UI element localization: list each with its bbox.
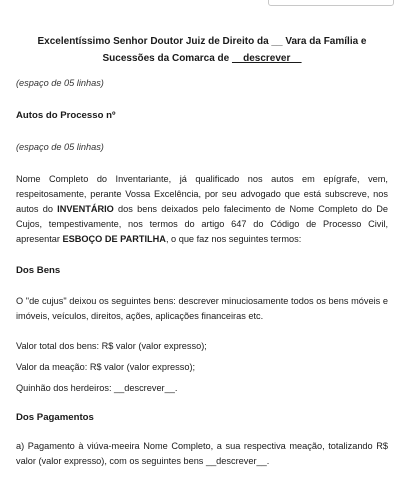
title-line-1: Excelentíssimo Senhor Doutor Juiz de Direito da __ Vara da Família e (37, 36, 367, 47)
intro-bold-inventario: INVENTÁRIO (57, 204, 114, 214)
intro-paragraph (16, 172, 388, 247)
title-line-2: Sucessões da Comarca de (102, 53, 232, 64)
valor-meacao: Valor da meação: R$ valor (valor expresso); (16, 362, 196, 372)
document-body (16, 33, 388, 469)
intro-bold-esboco: ESBOÇO DE PARTILHA (62, 234, 166, 244)
spacing-note-1: (espaço de 05 linhas) (16, 78, 104, 88)
bens-paragraph: O "de cujus" deixou os seguintes bens: descrever minuciosamente todos os bens móveis e imóveis, veículos, direitos, ações, aplicações financeiras etc. (16, 296, 388, 321)
spacing-note-2: (espaço de 05 linhas) (16, 142, 104, 152)
document-title (16, 33, 388, 67)
process-heading: Autos do Processo nº (16, 110, 116, 121)
valor-total: Valor total dos bens: R$ valor (valor expresso); (16, 341, 207, 351)
title-blank: __descrever__ (232, 53, 302, 64)
quinhao-herdeiros: Quinhão dos herdeiros: __descrever__. (16, 383, 178, 393)
search-input[interactable] (268, 0, 394, 6)
pagamento-a: a) Pagamento à viúva-meeira Nome Completo, a sua respectiva meação, totalizando R$ valor (valor expresso), com os seguintes bens __descrever__. (16, 441, 388, 466)
intro-part-3: , o que faz nos seguintes termos: (165, 234, 302, 244)
intro-part-1: Nome Completo do Inventariante, já qualificado nos autos em epígrafe, vem, respeitosamente, perante Vossa Excelência, por seu advogado que está subscreve, nos autos do (16, 174, 388, 214)
pagamentos-heading: Dos Pagamentos (16, 412, 94, 423)
intro-part-2: dos bens deixados pelo falecimento de Nome Completo do De Cujos, tempestivamente, nos termos do artigo 647 do Código de Processo Civil, apresentar (16, 204, 388, 244)
top-toolbar (0, 0, 400, 8)
bens-heading: Dos Bens (16, 265, 61, 276)
